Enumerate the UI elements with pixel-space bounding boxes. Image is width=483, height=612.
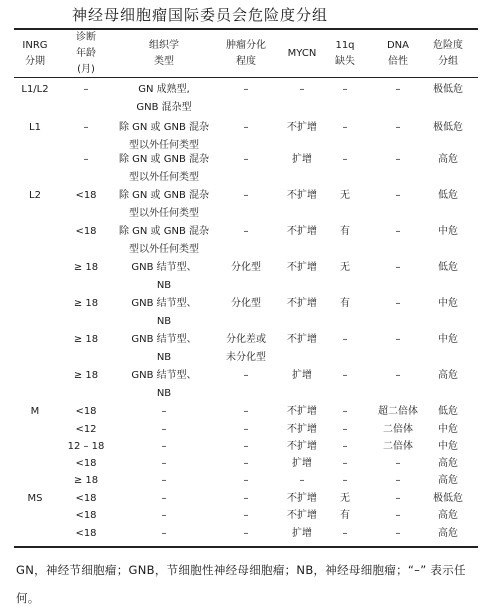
table-cell-dna: – — [395, 475, 401, 486]
table-cell-mycn: 扩增 — [292, 458, 312, 469]
table-cell-q11: – — [342, 406, 348, 417]
table-cell-risk: 高危 — [438, 475, 458, 486]
table-cell-histology: 除 GN 或 GNB 混杂 — [118, 154, 210, 165]
table-cell-histology: – — [161, 528, 167, 539]
table-cell-histology: 型以外任何类型 — [129, 208, 199, 219]
table-cell-q11: – — [342, 441, 348, 452]
header-cell-histology: 类型 — [154, 56, 174, 67]
table-cell-age: <18 — [75, 510, 97, 521]
table-cell-q11: – — [342, 424, 348, 435]
table-cell-risk: 中危 — [438, 441, 458, 452]
header-cell-age: 诊断 — [76, 32, 96, 43]
bottom-rule — [14, 546, 478, 548]
table-cell-dna: – — [395, 458, 401, 469]
table-cell-age: 12 – 18 — [67, 441, 105, 452]
table-cell-diff: 分化型 — [231, 262, 261, 273]
table-cell-age: ≥ 18 — [73, 334, 99, 345]
table-cell-histology: 除 GN 或 GNB 混杂 — [118, 122, 210, 133]
table-cell-age: <18 — [75, 226, 97, 237]
table-cell-q11: – — [342, 84, 348, 95]
table-cell-stage: L1/L2 — [21, 84, 49, 95]
table-cell-age: <12 — [75, 424, 97, 435]
header-cell-risk: 危险度 — [433, 40, 463, 51]
header-cell-q11: 11q — [335, 40, 355, 51]
table-cell-histology: GNB 结节型、 — [131, 262, 197, 273]
table-cell-q11: 有 — [340, 510, 350, 521]
table-cell-risk: 高危 — [438, 528, 458, 539]
header-cell-histology: 组织学 — [149, 40, 179, 51]
table-cell-risk: 高危 — [438, 370, 458, 381]
header-cell-risk: 分组 — [438, 56, 458, 67]
table-cell-age: – — [83, 84, 89, 95]
table-cell-q11: – — [342, 475, 348, 486]
table-cell-diff: 分化差或 — [226, 334, 266, 345]
table-cell-dna: – — [395, 226, 401, 237]
table-cell-mycn: 不扩增 — [287, 298, 317, 309]
table-cell-dna: – — [395, 334, 401, 345]
table-cell-dna: – — [395, 298, 401, 309]
table-cell-diff: – — [243, 528, 249, 539]
header-cell-differentiation: 肿瘤分化 — [226, 40, 266, 51]
header-cell-inrg: 分期 — [25, 56, 45, 67]
table-cell-dna: – — [395, 262, 401, 273]
table-cell-stage: L1 — [29, 122, 41, 133]
table-cell-age: ≥ 18 — [73, 298, 99, 309]
table-cell-age: ≥ 18 — [73, 475, 99, 486]
table-cell-histology: 型以外任何类型 — [129, 140, 199, 151]
table-cell-q11: – — [342, 154, 348, 165]
table-cell-mycn: 不扩增 — [287, 406, 317, 417]
table-cell-q11: – — [342, 334, 348, 345]
table-cell-diff: – — [243, 154, 249, 165]
table-cell-q11: 有 — [340, 226, 350, 237]
table-cell-histology: GNB 结节型、 — [131, 334, 197, 345]
table-cell-diff: – — [243, 424, 249, 435]
table-cell-diff: – — [243, 122, 249, 133]
table-cell-age: <18 — [75, 493, 97, 504]
table-cell-risk: 低危 — [438, 406, 458, 417]
table-cell-dna: 二倍体 — [383, 424, 413, 435]
table-cell-diff: 未分化型 — [226, 352, 266, 363]
table-cell-dna: – — [395, 370, 401, 381]
table-cell-age: <18 — [75, 458, 97, 469]
table-cell-dna: – — [395, 122, 401, 133]
table-cell-q11: 有 — [340, 298, 350, 309]
header-cell-differentiation: 程度 — [236, 56, 256, 67]
table-cell-histology: – — [161, 458, 167, 469]
table-cell-diff: – — [243, 510, 249, 521]
table-cell-diff: – — [243, 441, 249, 452]
table-cell-risk: 高危 — [438, 458, 458, 469]
table-cell-histology: 除 GN 或 GNB 混杂 — [118, 190, 210, 201]
table-cell-diff: – — [243, 458, 249, 469]
table-cell-q11: – — [342, 122, 348, 133]
table-cell-histology: 型以外任何类型 — [129, 244, 199, 255]
table-cell-mycn: 不扩增 — [287, 190, 317, 201]
table-cell-histology: GNB 结节型、 — [131, 298, 197, 309]
table-cell-histology: – — [161, 424, 167, 435]
table-cell-risk: 中危 — [438, 226, 458, 237]
table-cell-diff: – — [243, 475, 249, 486]
table-cell-risk: 中危 — [438, 298, 458, 309]
table-cell-age: <18 — [75, 528, 97, 539]
table-cell-mycn: 不扩增 — [287, 122, 317, 133]
table-cell-mycn: 不扩增 — [287, 424, 317, 435]
table-cell-histology: NB — [156, 352, 172, 363]
header-cell-inrg: INRG — [22, 40, 48, 51]
table-cell-dna: – — [395, 154, 401, 165]
table-cell-dna: – — [395, 493, 401, 504]
table-cell-stage: M — [30, 406, 40, 417]
table-cell-risk: 极低危 — [433, 493, 463, 504]
table-cell-stage: MS — [27, 493, 43, 504]
header-cell-mycn: MYCN — [287, 48, 317, 59]
header-cell-q11: 缺失 — [335, 56, 355, 67]
table-cell-mycn: 不扩增 — [287, 226, 317, 237]
table-cell-histology: 型以外任何类型 — [129, 172, 199, 183]
table-cell-histology: – — [161, 510, 167, 521]
table-cell-risk: 极低危 — [433, 84, 463, 95]
table-cell-histology: NB — [156, 280, 172, 291]
table-cell-histology: GNB 混杂型 — [136, 102, 192, 113]
table-cell-age: <18 — [75, 406, 97, 417]
table-cell-mycn: 扩增 — [292, 528, 312, 539]
table-cell-diff: – — [243, 493, 249, 504]
table-cell-dna: – — [395, 510, 401, 521]
table-cell-dna: 二倍体 — [383, 441, 413, 452]
table-cell-risk: 低危 — [438, 190, 458, 201]
table-cell-age: – — [83, 122, 89, 133]
table-cell-q11: – — [342, 528, 348, 539]
table-cell-q11: 无 — [340, 190, 350, 201]
table-cell-dna: – — [395, 190, 401, 201]
table-cell-risk: 高危 — [438, 510, 458, 521]
table-cell-diff: 分化型 — [231, 298, 261, 309]
table-cell-q11: – — [342, 458, 348, 469]
table-cell-q11: – — [342, 370, 348, 381]
header-cell-dna: 倍性 — [388, 56, 408, 67]
table-cell-risk: 高危 — [438, 154, 458, 165]
table-cell-histology: – — [161, 406, 167, 417]
table-cell-age: ≥ 18 — [73, 262, 99, 273]
table-cell-mycn: 不扩增 — [287, 334, 317, 345]
table-cell-histology: – — [161, 441, 167, 452]
table-cell-mycn: 不扩增 — [287, 441, 317, 452]
table-cell-mycn: 不扩增 — [287, 510, 317, 521]
table-cell-risk: 低危 — [438, 262, 458, 273]
table-cell-q11: 无 — [340, 262, 350, 273]
table-cell-mycn: – — [299, 84, 305, 95]
table-cell-histology: GN 成熟型, — [138, 84, 190, 95]
table-cell-risk: 中危 — [438, 424, 458, 435]
table-title: 神经母细胞瘤国际委员会危险度分组 — [72, 6, 329, 24]
table-cell-mycn: 不扩增 — [287, 262, 317, 273]
table-cell-mycn: 不扩增 — [287, 493, 317, 504]
table-cell-dna: – — [395, 528, 401, 539]
table-cell-histology: – — [161, 475, 167, 486]
header-cell-age: (月) — [77, 64, 95, 75]
header-cell-dna: DNA — [386, 40, 410, 51]
table-cell-diff: – — [243, 226, 249, 237]
footnote: GN，神经节细胞瘤；GNB，节细胞性神经母细胞瘤；NB，神经母细胞瘤；“–” 表示任何。 — [16, 563, 466, 605]
table-cell-q11: 无 — [340, 493, 350, 504]
table-cell-histology: GNB 结节型、 — [131, 370, 197, 381]
header-cell-age: 年龄 — [76, 48, 96, 59]
table-cell-risk: 极低危 — [433, 122, 463, 133]
table-cell-diff: – — [243, 406, 249, 417]
table-cell-mycn: 扩增 — [292, 370, 312, 381]
table-cell-risk: 中危 — [438, 334, 458, 345]
table-cell-age: ≥ 18 — [73, 370, 99, 381]
table-cell-histology: NB — [156, 388, 172, 399]
table-cell-dna: – — [395, 84, 401, 95]
table-cell-histology: 除 GN 或 GNB 混杂 — [118, 226, 210, 237]
table-cell-mycn: – — [299, 475, 305, 486]
table-cell-dna: 超二倍体 — [378, 406, 418, 417]
table-cell-histology: – — [161, 493, 167, 504]
table-cell-age: <18 — [75, 190, 97, 201]
table-cell-stage: L2 — [29, 190, 41, 201]
table-cell-mycn: 扩增 — [292, 154, 312, 165]
table-cell-diff: – — [243, 84, 249, 95]
table-cell-histology: NB — [156, 316, 172, 327]
table-cell-diff: – — [243, 190, 249, 201]
table-cell-age: – — [83, 154, 89, 165]
table-cell-diff: – — [243, 370, 249, 381]
